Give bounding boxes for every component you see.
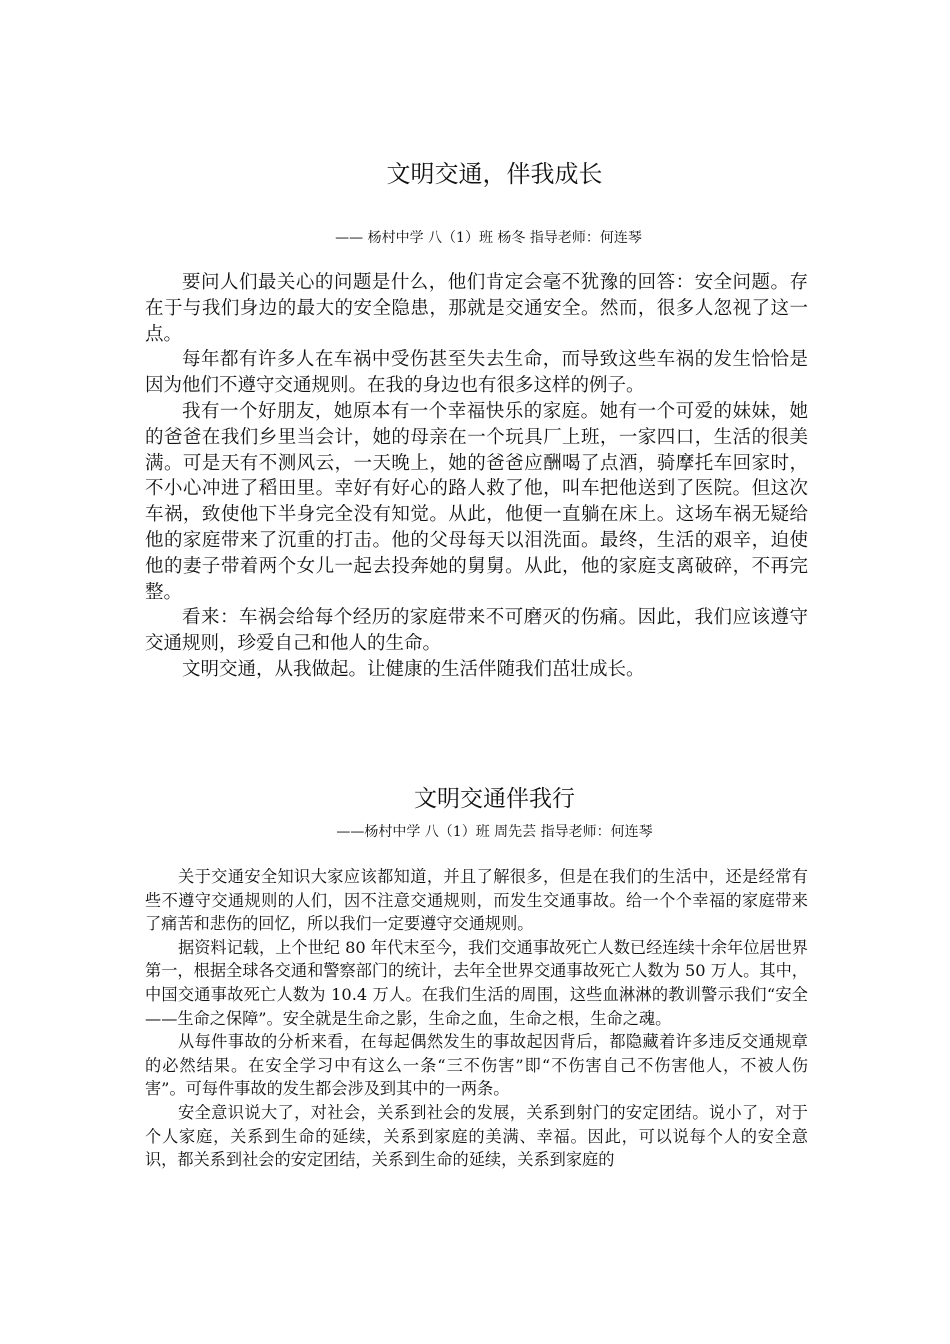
article-1-paragraph: 每年都有许多人在车祸中受伤甚至失去生命，而导致这些车祸的发生恰恰是因为他们不遵守交通规则。在我的身边也有很多这样的例子。 [145,349,808,397]
article-1-paragraph: 文明交通，从我做起。让健康的生活伴随我们茁壮成长。 [182,658,645,680]
article-1-byline: —— 杨村中学 八（1）班 杨冬 指导老师：何连琴 [335,230,642,246]
article-2-paragraph: 安全意识说大了，对社会，关系到社会的发展，关系到射门的安定团结。说小了，对于个人家庭，关系到生命的延续，关系到家庭的美满、幸福。因此，可以说每个人的安全意识，都关系到社会的安定团结，关系到生命的延续，关系到家庭的 [145,1102,808,1170]
article-1-title: 文明交通，伴我成长 [386,160,603,188]
article-1-paragraph: 要问人们最关心的问题是什么，他们肯定会毫不犹豫的回答：安全问题。存在于与我们身边的最大的安全隐患，那就是交通安全。然而，很多人忽视了这一点。 [145,272,808,345]
article-1-paragraph: 看来：车祸会给每个经历的家庭带来不可磨灭的伤痛。因此，我们应该遵守交通规则，珍爱自己和他人的生命。 [145,607,808,655]
article-2-paragraph: 关于交通安全知识大家应该都知道，并且了解很多，但是在我们的生活中，还是经常有些不遵守交通规则的人们，因不注意交通规则，而发生交通事故。给一个个幸福的家庭带来了痛苦和悲伤的回忆，所以我们一定要遵守交通规则。 [145,867,808,934]
article-2-title: 文明交通伴我行 [414,786,575,812]
article-2-paragraph: 据资料记载，上个世纪 80 年代末至今，我们交通事故死亡人数已经连续十余年位居世界第一，根据全球各交通和警察部门的统计，去年全世界交通事故死亡人数为 50 万人。其中，中国交通事故死亡人数为 10.4 万人。在我们生活的周围，这些血淋淋的教训警示我们“安全——生命之保障”。安全就是生命之影，生命之血，生命之根，生命之魂。 [145,937,808,1028]
article-2-paragraph: 从每件事故的分析来看，在每起偶然发生的事故起因背后，都隐藏着许多违反交通规章的必然结果。在安全学习中有这么一条“三不伤害”即“不伤害自己不伤害他人，不被人伤害”。可每件事故的发生都会涉及到其中的一两条。 [145,1032,808,1099]
article-1 [145,156,808,683]
article-2-byline: ——杨村中学 八（1）班 周先芸 指导老师：何连琴 [336,824,653,840]
article-2-body [145,865,808,1172]
article-2 [145,782,808,1172]
article-1-paragraph: 我有一个好朋友，她原本有一个幸福快乐的家庭。她有一个可爱的妹妹，她的爸爸在我们乡里当会计，她的母亲在一个玩具厂上班，一家四口，生活的很美满。可是天有不测风云，一天晚上，她的爸爸应酬喝了点酒，骑摩托车回家时，不小心冲进了稻田里。幸好有好心的路人救了他，叫车把他送到了医院。但这次车祸，致使他下半身完全没有知觉。从此，他便一直躺在床上。这场车祸无疑给他的家庭带来了沉重的打击。他的父母每天以泪洗面。最终，生活的艰辛，迫使他的妻子带着两个女儿一起去投奔她的舅舅。从此，他的家庭支离破碎，不再完整。 [145,400,808,603]
article-1-body [145,270,808,683]
